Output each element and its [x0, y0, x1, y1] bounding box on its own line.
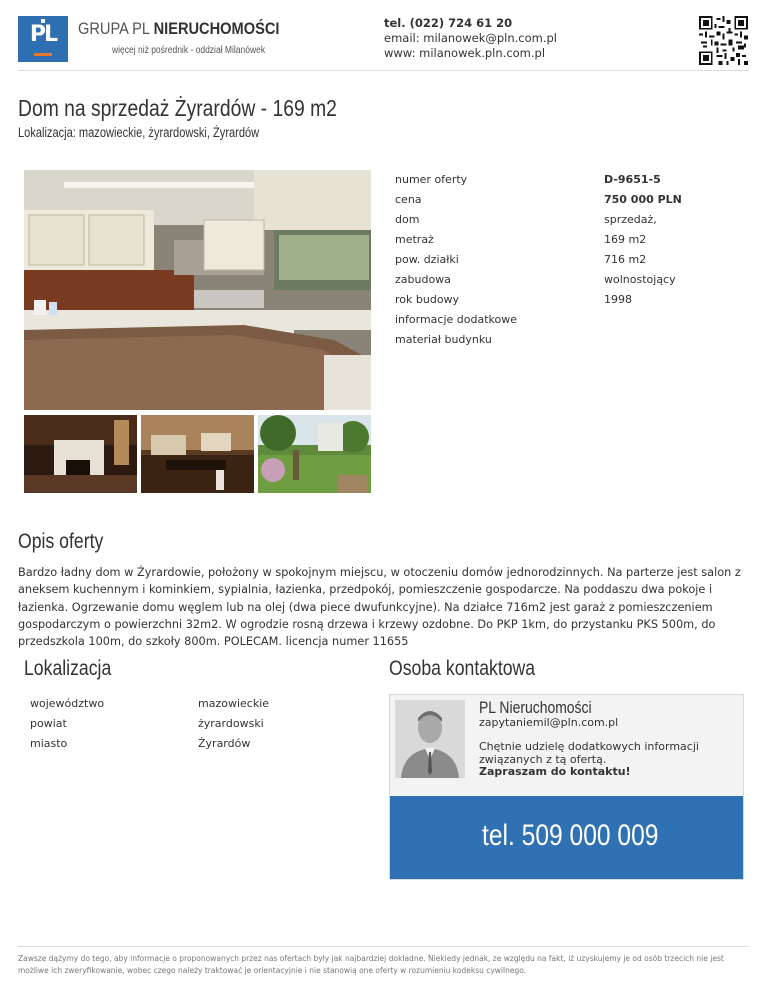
location-label: powiat: [30, 717, 67, 730]
logo-text: PL: [29, 22, 57, 47]
contact-card: [389, 694, 744, 880]
detail-label: pow. działki: [395, 253, 459, 266]
detail-row: [389, 230, 749, 250]
detail-value: 169 m2: [604, 233, 647, 246]
footer-disclaimer: Zawsze dążymy do tego, aby informacje o proponowanych przez nas ofertach były jak najbardziej dokładne. Niekiedy jednak, ze względu na fakt, iż uzyskujemy je od osób trzecich nie jest możliwe ich zweryfikowanie, wobec czego należy traktować je orientacyjnie i nie stanowią one oferty w rozumieniu kodeksu cywilnego.: [18, 954, 724, 975]
agent-phone[interactable]: tel. 509 000 009: [482, 819, 659, 852]
detail-value: 716 m2: [604, 253, 647, 266]
detail-value: D-9651-5: [604, 173, 661, 186]
detail-row: [389, 190, 749, 210]
location-label: województwo: [30, 697, 105, 710]
brand-name-light: GRUPA PL: [78, 19, 154, 38]
header-divider: [18, 70, 749, 71]
header-email[interactable]: email: milanowek@pln.com.pl: [384, 31, 557, 45]
detail-value: 1998: [604, 293, 632, 306]
page-title: Dom na sprzedaż Żyrardów - 169 m2: [18, 95, 337, 121]
qr-code-icon: [699, 16, 748, 65]
footer-divider: [18, 946, 749, 947]
header-contact: [384, 16, 557, 61]
location-row: [30, 714, 360, 734]
detail-label: informacje dodatkowe: [395, 313, 518, 326]
location-row: [30, 734, 360, 754]
agent-note-text: Chętnie udzielę dodatkowych informacji związanych z tą ofertą.: [479, 740, 699, 766]
header-www[interactable]: www: milanowek.pln.com.pl: [384, 46, 546, 60]
detail-row: [389, 310, 749, 330]
detail-label: rok budowy: [395, 293, 460, 306]
location-label: miasto: [30, 737, 68, 750]
location-value: mazowieckie: [198, 697, 270, 710]
company-logo: [18, 16, 68, 62]
thumbnail-living-room[interactable]: [24, 415, 137, 493]
detail-row: [389, 250, 749, 270]
agent-avatar: [395, 700, 465, 778]
agent-note-cta: Zapraszam do kontaktu!: [479, 765, 631, 778]
brand-name: [78, 19, 279, 39]
contact-heading: Osoba kontaktowa: [389, 657, 536, 680]
detail-label: metraż: [395, 233, 434, 246]
detail-row: [389, 270, 749, 290]
description-heading: Opis oferty: [18, 530, 104, 553]
thumbnail-garden[interactable]: [258, 415, 371, 493]
detail-label: dom: [395, 213, 420, 226]
detail-value: wolnostojący: [604, 273, 676, 286]
detail-label: materiał budynku: [395, 333, 492, 346]
location-heading: Lokalizacja: [24, 657, 112, 680]
detail-value: 750 000 PLN: [604, 193, 682, 206]
logo-underline: [34, 53, 52, 56]
detail-label: zabudowa: [395, 273, 451, 286]
header-phone[interactable]: tel. (022) 724 61 20: [384, 16, 513, 30]
location-value: żyrardowski: [198, 717, 264, 730]
location-row: [30, 694, 360, 714]
description-text: Bardzo ładny dom w Żyrardowie, położony w spokojnym miejscu, w otoczeniu domów jednorodzinnych. Na parterze jest salon z aneksem kuchennym i kominkiem, sypialnia, łazienka, przedpokój, pomieszczenie gospodarcze. Na poddaszu dwa pokoje i łazienka. Ogrzewanie domu węglem lub na olej (dwa piece dwufunkcyjne). Na działce 716m2 jest garaż z pomieszczeniem gospodarczym o powierzchni 32m2. W ogrodzie rosną drzewa i krzewy ozdobne. Do PKP 1km, do przystanku PKS 500m, do przedszkola 100m, do szkoły 800m. POLECAM. licencja numer 11655: [18, 566, 741, 649]
listing-location: Lokalizacja: mazowieckie, żyrardowski, Żyrardów: [18, 125, 260, 140]
detail-label: cena: [395, 193, 422, 206]
thumbnail-dining-room[interactable]: [141, 415, 254, 493]
agent-note: [479, 741, 729, 779]
location-value: Żyrardów: [198, 737, 251, 750]
phone-band[interactable]: [390, 796, 743, 879]
detail-row: [389, 290, 749, 310]
detail-row: [389, 210, 749, 230]
agent-email[interactable]: zapytaniemil@pln.com.pl: [479, 716, 619, 729]
detail-row: [389, 330, 749, 350]
agent-name: PL Nieruchomości: [479, 698, 592, 717]
detail-row: [389, 170, 749, 190]
detail-label: numer oferty: [395, 173, 468, 186]
brand-name-bold: NIERUCHOMOŚCI: [153, 19, 280, 38]
main-photo-kitchen[interactable]: [24, 170, 371, 410]
detail-value: sprzedaż,: [604, 213, 657, 226]
brand-subtitle: więcej niż pośrednik - oddział Milanówek: [112, 45, 266, 56]
